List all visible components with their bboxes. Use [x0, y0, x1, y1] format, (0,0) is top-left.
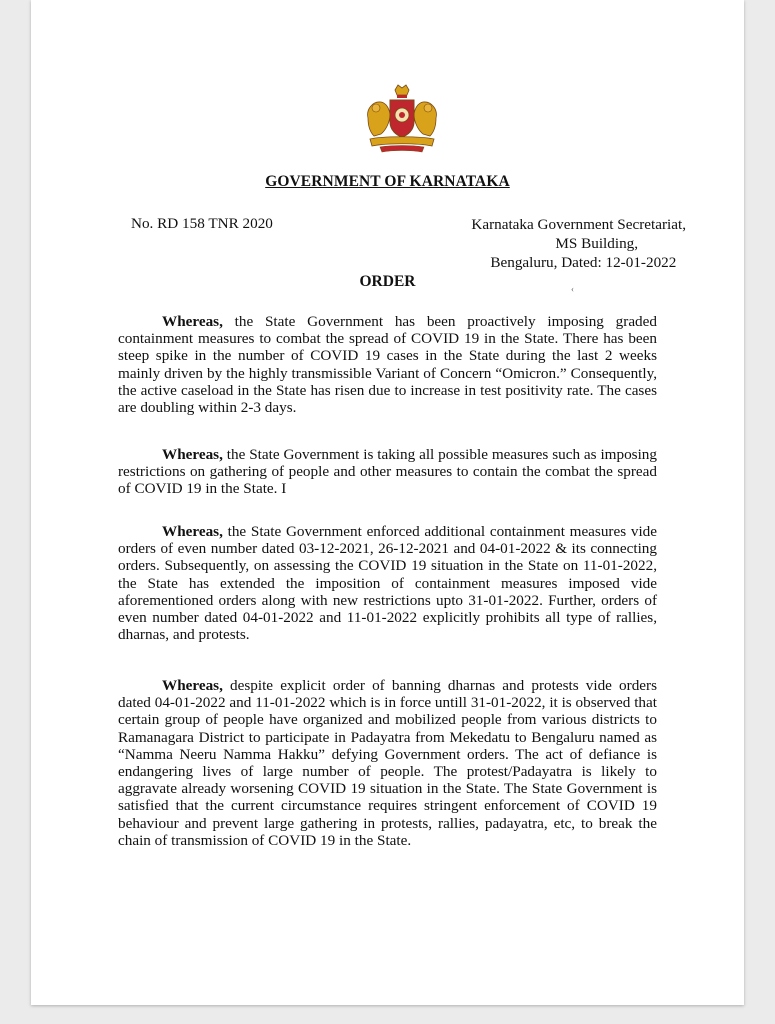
paragraph-lead: Whereas,: [162, 313, 223, 330]
paragraph-lead: Whereas,: [162, 446, 223, 463]
paragraph-text: the State Government enforced additional containment measures vide orders of even number dated 03-12-2021, 26-12-2021 and 04-01-2022 & its connecting orders. Subsequently, on assessing the COVID 19 situation in the State on 11-01-2022, the State has extended the imposition of containment measures imposed vide aforementioned orders along with new restrictions upto 31-01-2022. Further, orders of even number dated 04-01-2022 and 11-01-2022 explicitly prohibits all type of rallies, dharnas, and protests.: [118, 523, 657, 644]
order-heading: ORDER: [359, 273, 416, 290]
address-line-1: Karnataka Government Secretariat,: [471, 216, 686, 233]
margin-mark: ‹: [571, 284, 574, 294]
address-line-3: Bengaluru, Dated: 12-01-2022: [490, 254, 677, 271]
paragraph-text: despite explicit order of banning dharnas and protests vide orders dated 04-01-2022 and 11-01-2022 which is in force untill 31-01-2022, it is observed that certain group of people have organized and mobilized people from various districts to Ramanagara District to participate in Padayatra from Mekedatu to Bengaluru named as “Namma Neeru Namma Hakku” defying Government orders. The act of defiance is endangering lives of large number of people. The protest/Padayatra is likely to aggravate already worsening COVID 19 situation in the State. The State Government is satisfied that the current circumstance requires stringent enforcement of COVID 19 behaviour and prevent large gathering in protests, rallies, padayatra, etc, to break the chain of transmission of COVID 19 in the State.: [118, 677, 657, 849]
address-line-2: MS Building,: [555, 235, 639, 252]
reference-number: No. RD 158 TNR 2020: [131, 215, 273, 232]
paragraph-1: [118, 313, 657, 416]
paragraph-lead: Whereas,: [162, 677, 223, 694]
paragraph-text: the State Government is taking all possible measures such as imposing restrictions on gathering of people and other measures to contain the combat the spread of COVID 19 in the State. I: [118, 446, 657, 498]
karnataka-emblem-icon: [362, 84, 442, 154]
paragraph-2: [118, 446, 657, 498]
paragraph-text: the State Government has been proactively imposing graded containment measures to combat the spread of COVID 19 in the State. There has been steep spike in the number of COVID 19 cases in the State during the last 2 weeks mainly driven by the highly transmissible Variant of Concern “Omicron.” Consequently, the active caseload in the State has risen due to increase in test positivity rate. The cases are doubling within 2-3 days.: [118, 313, 657, 417]
paragraph-3: [118, 523, 657, 643]
paragraph-lead: Whereas,: [162, 523, 223, 540]
paragraph-4: [118, 677, 657, 849]
secretariat-address: [471, 215, 686, 272]
government-title: GOVERNMENT OF KARNATAKA: [265, 173, 510, 190]
